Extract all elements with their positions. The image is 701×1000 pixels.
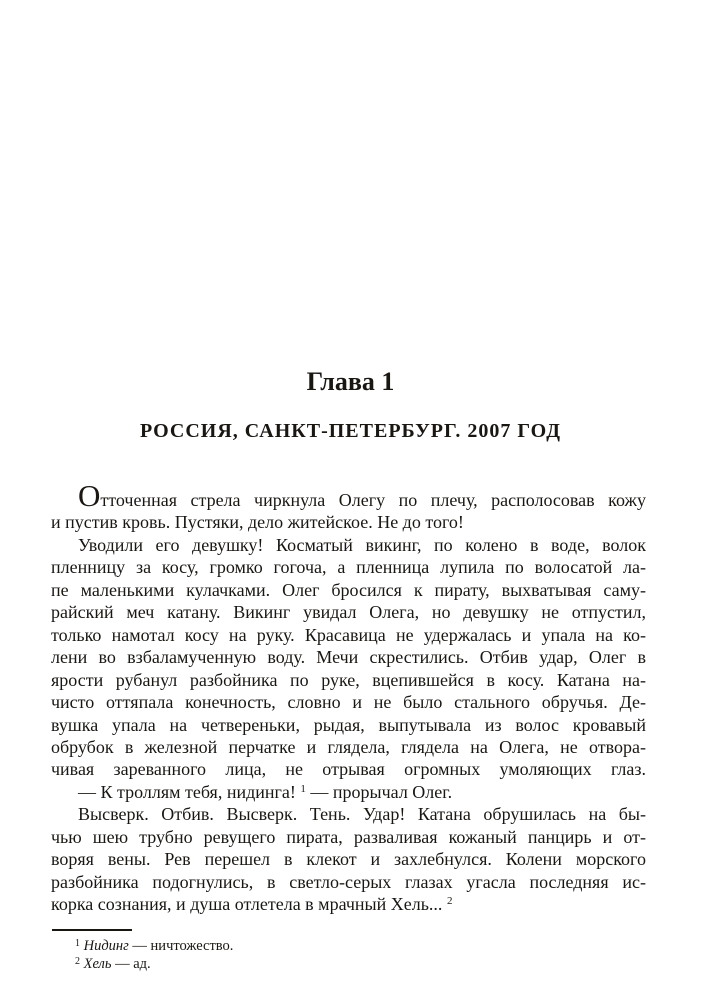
- text-run: лени во взбаламученную воду. Мечи скрестились. Отбив удар, Олег в: [51, 647, 646, 668]
- text-run: только намотал косу на руку. Красавица не удержалась и упала на ко-: [51, 624, 646, 645]
- text-run: тточенная стрела чиркнула Олегу по плечу, располосовав кожу: [100, 490, 646, 510]
- body-line: [51, 871, 646, 893]
- text-run: чью шею трубно ревущего пирата, разваливая кожаный панцирь и от-: [51, 826, 646, 847]
- text-run: корка сознания, и душа отлетела в мрачный Хель...: [51, 894, 447, 915]
- body-line: [51, 646, 646, 668]
- body-line: [51, 624, 646, 646]
- footnotes: [51, 929, 646, 973]
- footnote-term: Нидинг: [83, 938, 129, 954]
- footnote-definition: — ничтожество.: [132, 938, 234, 954]
- footnote-definition: — ад.: [115, 955, 151, 972]
- chapter-subtitle: РОССИЯ, САНКТ-ПЕТЕРБУРГ. 2007 ГОД: [140, 420, 561, 442]
- text-run: райский меч катану. Викинг увидал Олега, но девушку не отпустил,: [51, 602, 646, 623]
- body-line: [51, 478, 646, 513]
- body-line: [51, 556, 646, 578]
- body-line: [51, 758, 646, 780]
- text-run: пленницу за косу, громко гогоча, а пленница лупила по волосатой ла-: [51, 557, 646, 578]
- body-line: [51, 826, 646, 848]
- body-line: [51, 736, 646, 758]
- text-run: Высверк. Отбив. Высверк. Тень. Удар! Катана обрушилась на бы-: [78, 804, 646, 825]
- body-line: [51, 511, 646, 533]
- text-run: чисто оттяпала конечность, словно и не было стального обручья. Де-: [51, 692, 646, 713]
- text-run: Уводили его девушку! Косматый викинг, по колено в воде, волок: [78, 534, 646, 555]
- body-line: [51, 669, 646, 691]
- body-text: [51, 478, 646, 916]
- body-line: [51, 601, 646, 623]
- text-run: пе маленькими кулачками. Олег бросился к пирату, выхватывая саму-: [51, 579, 646, 600]
- body-line: [51, 893, 646, 915]
- text-run: обрубок в железной перчатке и глядела, глядела на Олега, не отвора-: [51, 736, 646, 757]
- footnote-marker: 2: [75, 955, 80, 967]
- chapter-title: Глава 1: [306, 367, 395, 396]
- text-run: — К троллям тебя, нидинга!: [78, 781, 301, 802]
- footnote-reference: 2: [446, 895, 453, 908]
- text-run: разбойника подогнулись, в светло-серых глазах угасла последняя ис-: [51, 871, 646, 892]
- footnote-item: [51, 956, 646, 974]
- text-run: — прорычал Олег.: [305, 781, 453, 802]
- footnote-item: [51, 938, 646, 956]
- footnote-divider: [52, 929, 132, 931]
- drop-cap-letter: О: [78, 478, 101, 513]
- text-run: вушка упала на четвереньки, рыдая, выпутывала из волос кровавый: [51, 714, 646, 735]
- body-line: [51, 714, 646, 736]
- body-line: [51, 803, 646, 825]
- text-run: воряя вены. Рев перешел в клекот и захлебнулся. Колени морского: [51, 849, 646, 870]
- text-run: и пустив кровь. Пустяки, дело житейское. Не до того!: [51, 512, 464, 533]
- footnote-term: Хель: [83, 955, 112, 972]
- body-line: [51, 579, 646, 601]
- footnote-marker: 1: [75, 938, 80, 949]
- text-run: ярости рубанул разбойника по руке, вцепившейся в косу. Катана на-: [51, 669, 646, 690]
- footnote-reference: 1: [300, 782, 306, 795]
- body-line: [51, 534, 646, 556]
- body-line: [51, 848, 646, 870]
- body-line: [51, 691, 646, 713]
- body-line: [51, 781, 646, 803]
- text-run: чивая зареванного лица, не отрывая огромных умоляющих глаз.: [51, 759, 646, 780]
